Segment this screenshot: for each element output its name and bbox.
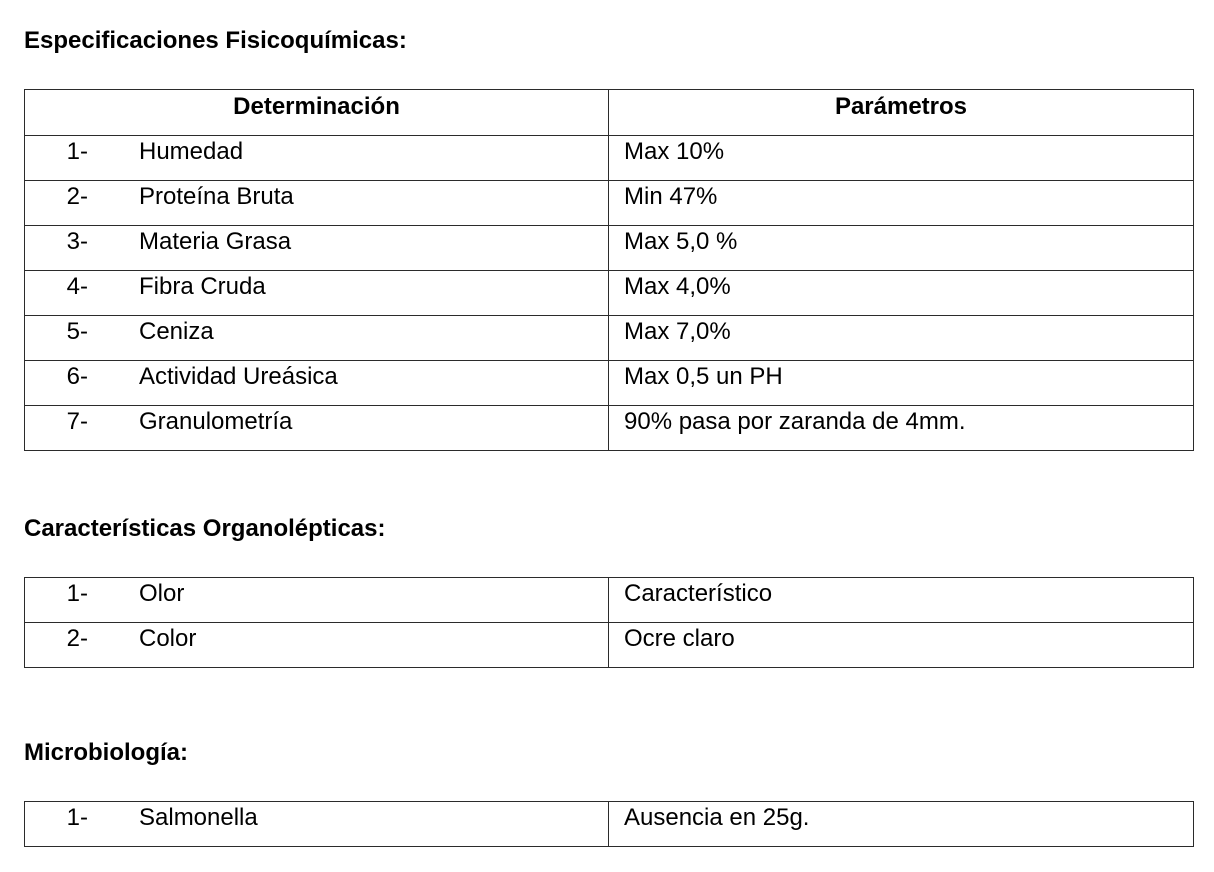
row-number: 3- [66,228,88,255]
row-value: Ausencia en 25g. [624,804,810,831]
parameter-cell [609,361,1194,406]
parameter-cell [609,181,1194,226]
table-row [25,136,1194,181]
parameter-cell [609,623,1194,668]
row-number: 4- [66,273,88,300]
determination-cell [25,802,609,847]
table-row [25,361,1194,406]
determination-cell [25,226,609,271]
row-value: Ocre claro [624,625,735,652]
determination-cell [25,136,609,181]
row-number: 1- [66,804,88,831]
determination-cell [25,316,609,361]
row-label: Granulometría [139,408,293,435]
row-number: 2- [66,183,88,210]
parameter-cell [609,316,1194,361]
row-number: 7- [66,408,88,435]
parameter-cell [609,578,1194,623]
determination-cell [25,623,609,668]
row-number: 2- [66,625,88,652]
row-label: Ceniza [139,318,214,345]
determination-cell [25,271,609,316]
table-row [25,406,1194,451]
determination-cell [25,578,609,623]
row-label: Olor [139,580,185,607]
table-row [25,802,1194,847]
parameter-cell [609,271,1194,316]
table-header-row [25,90,1194,136]
row-value: Max 0,5 un PH [624,363,783,390]
fisicoquimicas-table [24,89,1194,451]
row-label: Color [139,625,197,652]
row-label: Proteína Bruta [139,183,294,210]
parameter-cell [609,136,1194,181]
row-number: 1- [66,580,88,607]
row-value: Max 4,0% [624,273,731,300]
section-title-microbiologia: Microbiología: [24,739,188,766]
row-label: Actividad Ureásica [139,363,338,390]
microbiologia-table [24,801,1194,847]
table-row [25,316,1194,361]
row-value: Característico [624,580,773,607]
row-value: Max 7,0% [624,318,731,345]
determination-cell [25,406,609,451]
parameter-cell [609,226,1194,271]
row-label: Salmonella [139,804,258,831]
parameter-cell [609,406,1194,451]
row-value: Max 5,0 % [624,228,738,255]
table-row [25,578,1194,623]
organolepticas-table [24,577,1194,668]
row-value: Max 10% [624,138,725,165]
row-value: 90% pasa por zaranda de 4mm. [624,408,966,435]
header-parametros: Parámetros [609,90,1194,136]
row-number: 5- [66,318,88,345]
row-number: 6- [66,363,88,390]
table-row [25,271,1194,316]
determination-cell [25,181,609,226]
table-row [25,181,1194,226]
header-determinacion: Determinación [25,90,609,136]
table-row [25,623,1194,668]
section-title-organolepticas: Características Organolépticas: [24,515,386,542]
section-title-fisicoquimicas: Especificaciones Fisicoquímicas: [24,27,407,54]
row-value: Min 47% [624,183,718,210]
row-label: Fibra Cruda [139,273,266,300]
parameter-cell [609,802,1194,847]
row-label: Materia Grasa [139,228,292,255]
row-label: Humedad [139,138,244,165]
table-row [25,226,1194,271]
determination-cell [25,361,609,406]
row-number: 1- [66,138,88,165]
